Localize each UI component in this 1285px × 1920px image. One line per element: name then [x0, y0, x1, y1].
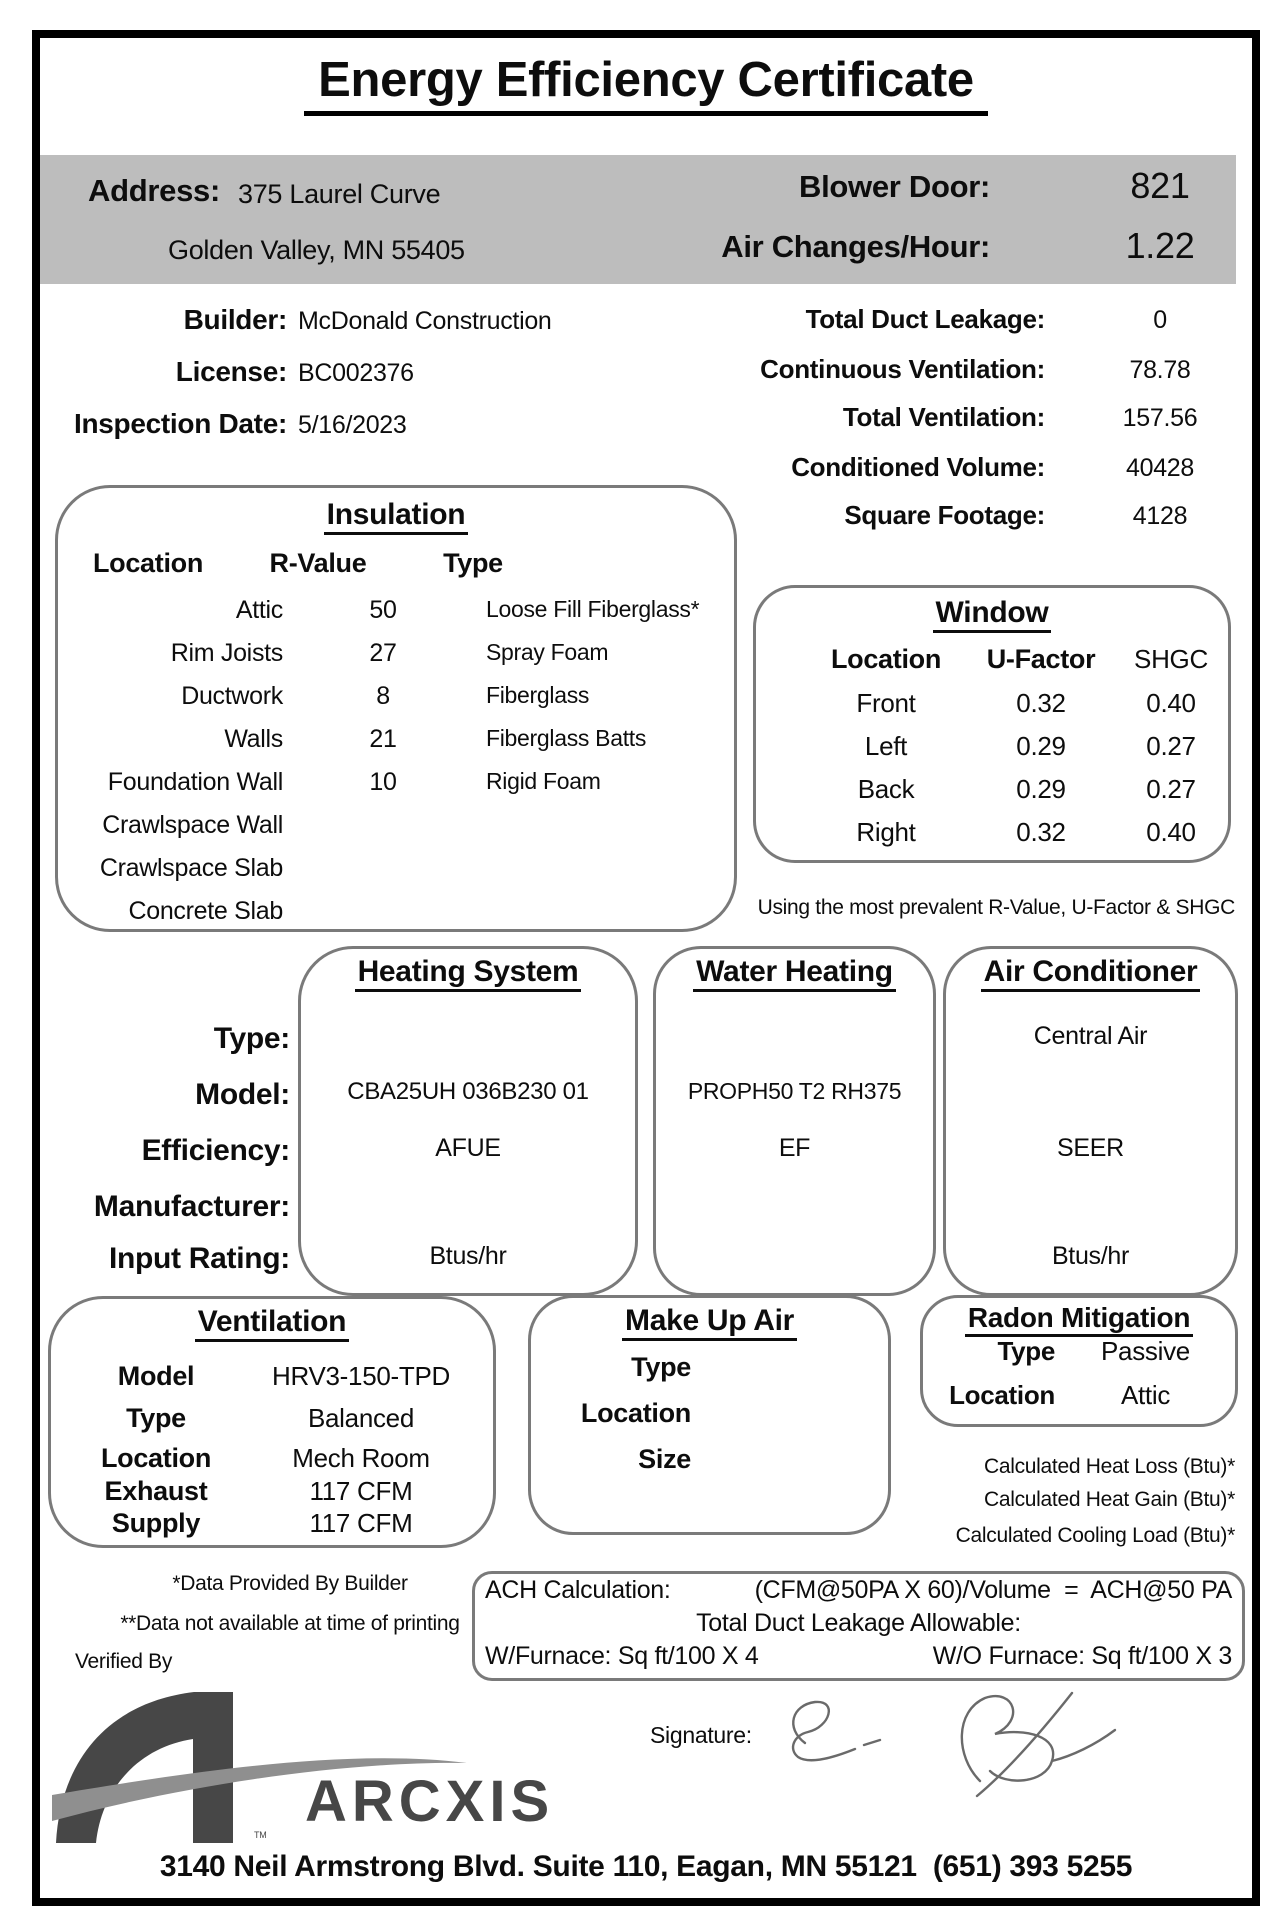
- insulation-rvalue: 50: [369, 596, 397, 624]
- ach-with-furnace: W/Furnace: Sq ft/100 X 4: [485, 1642, 759, 1670]
- blower-door-value: 821: [1130, 165, 1190, 206]
- water-heating-model: PROPH50 T2 RH375: [687, 1078, 902, 1104]
- insulation-row: [58, 596, 734, 636]
- make-up-air-title-text: Make Up Air: [622, 1304, 797, 1341]
- radon-row-value: Passive: [1101, 1336, 1190, 1366]
- heating-input-rating: Btus/hr: [429, 1242, 507, 1270]
- window-shgc: 0.27: [1146, 731, 1196, 761]
- air-conditioner-input-rating: Btus/hr: [1051, 1242, 1130, 1270]
- calculated-heat-loss: Calculated Heat Loss (Btu)*: [983, 1455, 1235, 1478]
- radon-row-label: Type: [997, 1336, 1055, 1366]
- heating-efficiency: AFUE: [435, 1134, 501, 1162]
- insulation-header-rvalue: R-Value: [269, 548, 367, 578]
- stat-value: 78.78: [1129, 356, 1191, 384]
- insulation-rvalue: 8: [376, 682, 390, 710]
- window-shgc: 0.27: [1146, 774, 1196, 804]
- window-shgc: 0.40: [1146, 688, 1196, 718]
- air-conditioner-title-text: Air Conditioner: [981, 955, 1201, 992]
- insulation-location: Foundation Wall: [107, 768, 283, 796]
- air-changes-label: Air Changes/Hour:: [721, 229, 990, 264]
- insulation-row: [58, 897, 734, 937]
- stat-label: Total Ventilation:: [842, 402, 1045, 432]
- inspection-date-value: 5/16/2023: [298, 411, 407, 439]
- window-ufactor: 0.32: [1016, 817, 1066, 847]
- ventilation-box: [48, 1296, 496, 1548]
- window-header-ufactor: U-Factor: [986, 644, 1096, 674]
- radon-row: [923, 1336, 1235, 1370]
- insulation-header-location: Location: [92, 548, 204, 578]
- radon-title: [923, 1302, 1235, 1334]
- signature-image: [780, 1683, 1130, 1808]
- logo-a-shape: [56, 1692, 233, 1843]
- insulation-location: Crawlspace Slab: [99, 854, 283, 882]
- window-header-shgc: SHGC: [1134, 644, 1208, 674]
- heating-model: CBA25UH 036B230 01: [347, 1078, 589, 1105]
- stat-row-total-ventilation: [40, 402, 1236, 440]
- ventilation-row-value: 117 CFM: [309, 1476, 413, 1506]
- ventilation-row-label: Type: [126, 1403, 186, 1433]
- window-header-row: [756, 644, 1228, 678]
- window-location: Right: [856, 817, 916, 847]
- insulation-header-type: Type: [443, 548, 503, 578]
- insulation-box: [55, 485, 737, 932]
- calculated-cooling-load: Calculated Cooling Load (Btu)*: [955, 1524, 1235, 1547]
- make-up-air-row: [531, 1398, 888, 1434]
- make-up-air-title: [531, 1304, 888, 1338]
- window-location: Left: [864, 731, 908, 761]
- hvac-label-manufacturer: Manufacturer:: [93, 1190, 290, 1223]
- ach-line1: [485, 1576, 1232, 1605]
- make-up-air-row-label: Location: [580, 1398, 691, 1428]
- address-line2: Golden Valley, MN 55405: [168, 235, 465, 265]
- builder-value: McDonald Construction: [298, 307, 552, 335]
- stat-value: 40428: [1125, 454, 1195, 482]
- insulation-row: [58, 725, 734, 765]
- logo-tm-mark: TM: [254, 1830, 267, 1840]
- stat-label: Square Footage:: [844, 500, 1045, 530]
- heating-system-title-text: Heating System: [355, 955, 582, 992]
- hvac-label-input-rating: Input Rating:: [108, 1242, 290, 1275]
- make-up-air-row-label: Size: [638, 1444, 691, 1474]
- footnote-builder-data: *Data Provided By Builder: [172, 1572, 408, 1595]
- stat-value: 4128: [1132, 502, 1188, 530]
- insulation-type: Rigid Foam: [486, 768, 601, 794]
- radon-row-label: Location: [949, 1380, 1055, 1410]
- window-row: [756, 774, 1228, 814]
- ventilation-title: [51, 1305, 493, 1339]
- ventilation-row-value: HRV3-150-TPD: [272, 1361, 450, 1391]
- ach-allowable-line: Total Duct Leakage Allowable:: [696, 1609, 1021, 1637]
- water-heating-efficiency: EF: [778, 1134, 811, 1162]
- make-up-air-row-label: Type: [631, 1352, 691, 1382]
- window-title: [756, 596, 1228, 630]
- radon-title-text: Radon Mitigation: [965, 1302, 1193, 1337]
- signature-label: Signature:: [650, 1722, 752, 1748]
- insulation-row: [58, 682, 734, 722]
- certificate-sheet: [32, 30, 1260, 1906]
- insulation-type: Spray Foam: [486, 639, 609, 665]
- insulation-location: Attic: [235, 596, 283, 624]
- insulation-rvalue: 10: [369, 768, 397, 796]
- heating-system-title: [301, 955, 635, 989]
- header-band: [40, 155, 1236, 284]
- ventilation-row: [51, 1361, 493, 1399]
- radon-row: [923, 1380, 1235, 1414]
- hvac-label-model: Model:: [195, 1078, 290, 1111]
- insulation-rvalue: 27: [369, 639, 397, 667]
- insulation-location: Ductwork: [181, 682, 283, 710]
- insulation-row: [58, 854, 734, 894]
- ventilation-title-text: Ventilation: [195, 1305, 349, 1342]
- stat-value: 0: [1153, 306, 1167, 334]
- ach-calculation-formula: (CFM@50PA X 60)/Volume = ACH@50 PA: [754, 1576, 1232, 1604]
- air-conditioner-title: [946, 955, 1235, 989]
- window-ufactor: 0.29: [1016, 731, 1066, 761]
- insulation-title-text: Insulation: [324, 498, 469, 535]
- inspection-date-label: Inspection Date:: [73, 408, 287, 439]
- air-conditioner-type: Central Air: [1033, 1022, 1148, 1050]
- window-row: [756, 731, 1228, 771]
- insulation-location: Rim Joists: [170, 639, 283, 667]
- footer-address: 3140 Neil Armstrong Blvd. Suite 110, Eagan, MN 55121 (651) 393 5255: [159, 1850, 1133, 1883]
- water-heating-title-text: Water Heating: [693, 955, 896, 992]
- air-conditioner-efficiency: SEER: [1057, 1134, 1124, 1162]
- window-ufactor: 0.32: [1016, 688, 1066, 718]
- insulation-row: [58, 639, 734, 679]
- ventilation-row-value: Mech Room: [292, 1443, 430, 1473]
- ventilation-row-label: Exhaust: [104, 1476, 208, 1506]
- window-shgc: 0.40: [1146, 817, 1196, 847]
- address-line1: 375 Laurel Curve: [238, 179, 441, 209]
- window-box: [753, 585, 1231, 863]
- hvac-label-type: Type:: [213, 1022, 290, 1055]
- window-title-text: Window: [933, 596, 1052, 633]
- heating-system-box: [298, 946, 638, 1296]
- ventilation-row-label: Model: [117, 1361, 195, 1391]
- ach-line3: [485, 1642, 1232, 1671]
- blower-door-label: Blower Door:: [798, 169, 990, 204]
- ach-calculation-label: ACH Calculation:: [485, 1576, 671, 1604]
- verified-by-label: Verified By: [75, 1650, 173, 1673]
- insulation-location: Crawlspace Wall: [102, 811, 283, 839]
- stat-value: 157.56: [1122, 404, 1198, 432]
- arcxis-logo-text: ARCXIS: [305, 1769, 555, 1834]
- page-title: [40, 52, 1252, 108]
- insulation-rvalue: 21: [369, 725, 397, 753]
- ventilation-row: [51, 1403, 493, 1441]
- insulation-header-row: [58, 548, 734, 582]
- stat-label: Total Duct Leakage:: [805, 304, 1045, 334]
- make-up-air-row: [531, 1352, 888, 1388]
- ventilation-row-label: Location: [100, 1443, 212, 1473]
- ach-calculation-box: [472, 1571, 1245, 1681]
- ventilation-row-value: 117 CFM: [309, 1508, 413, 1538]
- window-location: Back: [857, 774, 915, 804]
- insulation-location: Concrete Slab: [128, 897, 283, 925]
- water-heating-box: [653, 946, 936, 1296]
- window-ufactor: 0.29: [1016, 774, 1066, 804]
- address-label: Address:: [88, 173, 220, 208]
- air-conditioner-box: [943, 946, 1238, 1296]
- license-value: BC002376: [298, 359, 414, 387]
- insulation-type: Loose Fill Fiberglass*: [486, 596, 700, 622]
- water-heating-title: [656, 955, 933, 989]
- window-note: Using the most prevalent R-Value, U-Factor & SHGC: [757, 896, 1235, 919]
- air-changes-value: 1.22: [1125, 225, 1195, 266]
- hvac-label-efficiency: Efficiency:: [141, 1134, 290, 1167]
- insulation-location: Walls: [224, 725, 283, 753]
- insulation-type: Fiberglass: [486, 682, 590, 708]
- stat-label: Conditioned Volume:: [791, 452, 1045, 482]
- window-row: [756, 688, 1228, 728]
- ventilation-row-label: Supply: [111, 1508, 201, 1538]
- builder-label: Builder:: [183, 304, 287, 335]
- stat-row-continuous-ventilation: [40, 354, 1236, 392]
- radon-mitigation-box: [920, 1295, 1238, 1427]
- insulation-row: [58, 768, 734, 808]
- ventilation-row: [51, 1508, 493, 1546]
- window-header-location: Location: [830, 644, 942, 674]
- stat-row-duct-leakage: [40, 304, 1236, 342]
- insulation-title: [58, 498, 734, 532]
- window-location: Front: [856, 688, 916, 718]
- ach-without-furnace: W/O Furnace: Sq ft/100 X 3: [932, 1642, 1232, 1670]
- stat-label: Continuous Ventilation:: [760, 354, 1045, 384]
- window-row: [756, 817, 1228, 857]
- radon-row-value: Attic: [1120, 1380, 1171, 1410]
- calculated-heat-gain: Calculated Heat Gain (Btu)*: [983, 1488, 1235, 1511]
- insulation-type: Fiberglass Batts: [486, 725, 647, 751]
- ventilation-row-value: Balanced: [307, 1403, 415, 1433]
- insulation-row: [58, 811, 734, 851]
- footnote-not-available: **Data not available at time of printing: [120, 1612, 460, 1635]
- page-title-text: Energy Efficiency Certificate: [304, 53, 988, 116]
- license-label: License:: [175, 356, 287, 387]
